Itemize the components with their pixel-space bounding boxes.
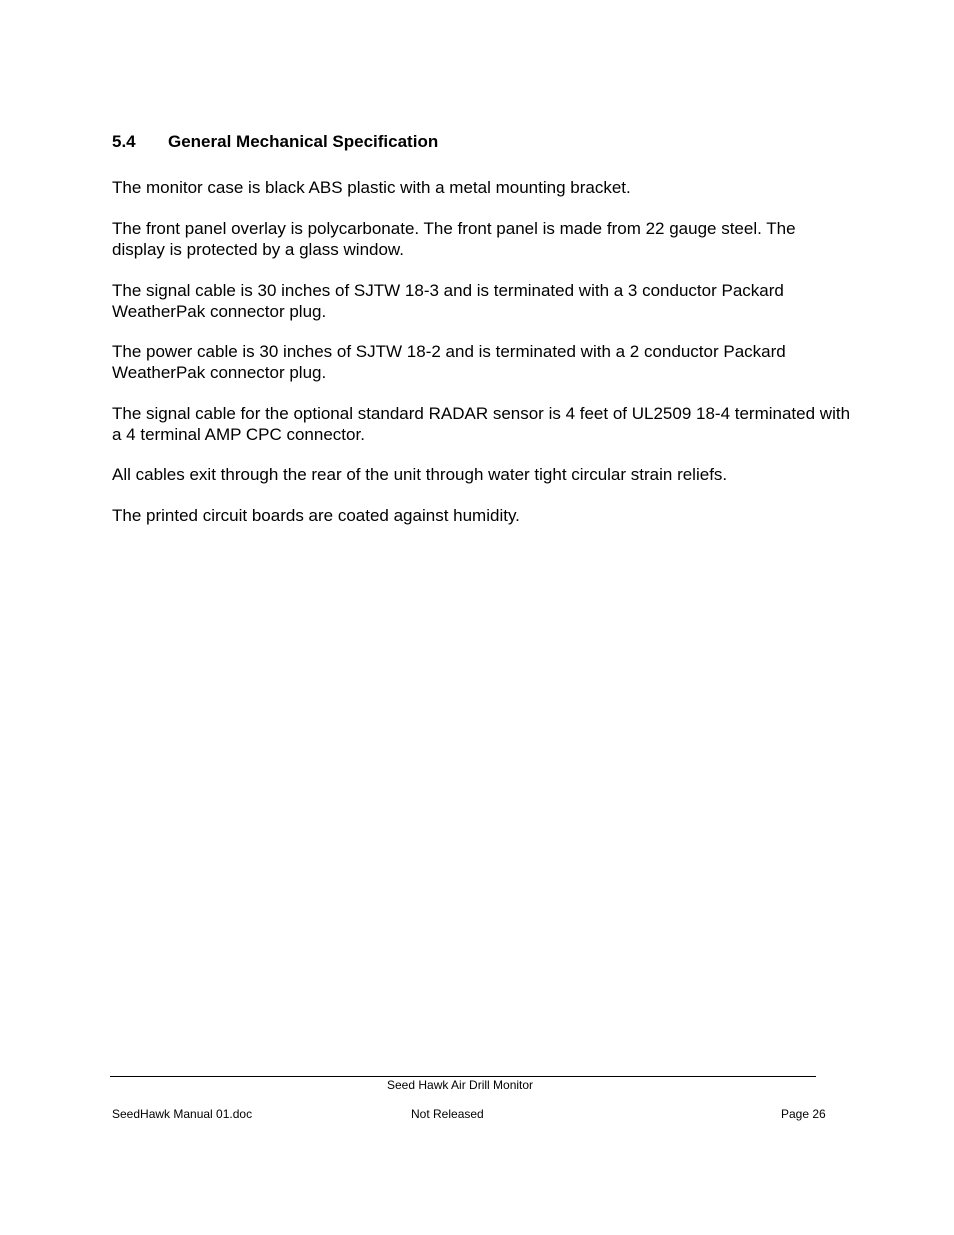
- footer-divider: [110, 1076, 816, 1077]
- section-heading: [112, 131, 438, 153]
- paragraph-signal-cable: The signal cable is 30 inches of SJTW 18-3 and is terminated with a 3 conductor Packard WeatherPak connector plug.: [112, 281, 784, 321]
- footer-status: Not Released: [411, 1107, 484, 1121]
- footer-filename: SeedHawk Manual 01.doc: [112, 1107, 253, 1121]
- paragraph-front-panel: The front panel overlay is polycarbonate. The front panel is made from 22 gauge steel. The display is protected by a glass window.: [112, 219, 796, 259]
- paragraph-circuit-boards: The printed circuit boards are coated against humidity.: [112, 506, 520, 525]
- footer-page-number: Page 26: [781, 1107, 826, 1121]
- paragraph-radar-cable: The signal cable for the optional standard RADAR sensor is 4 feet of UL2509 18-4 terminated with a 4 terminal AMP CPC connector.: [112, 404, 851, 444]
- paragraph-case: The monitor case is black ABS plastic with a metal mounting bracket.: [112, 178, 631, 197]
- section-title: General Mechanical Specification: [168, 132, 439, 151]
- section-number: 5.4: [112, 132, 136, 151]
- footer-doc-title: Seed Hawk Air Drill Monitor: [387, 1078, 534, 1092]
- paragraph-power-cable: The power cable is 30 inches of SJTW 18-2 and is terminated with a 2 conductor Packard WeatherPak connector plug.: [112, 342, 786, 382]
- paragraph-cable-exit: All cables exit through the rear of the unit through water tight circular strain reliefs.: [112, 465, 728, 484]
